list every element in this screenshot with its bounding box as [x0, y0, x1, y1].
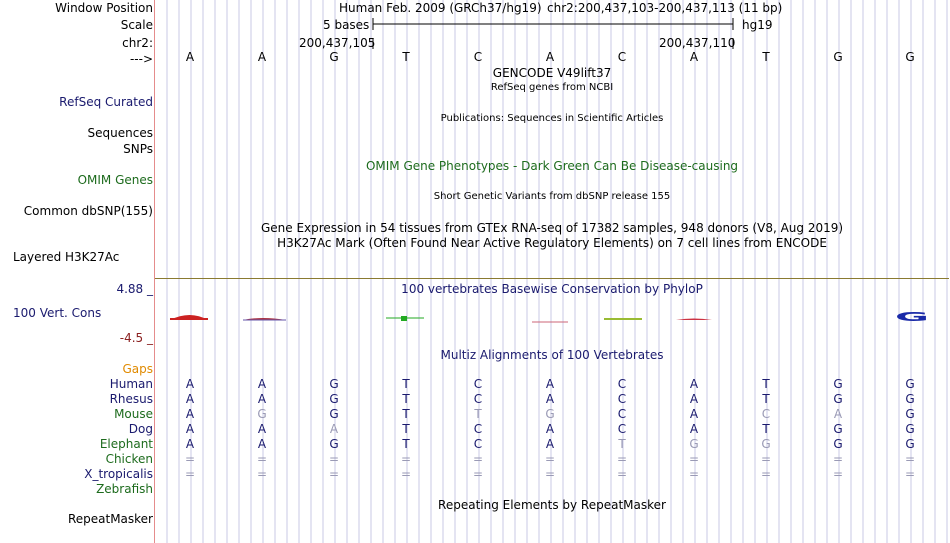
refseq-track-subtitle[interactable]: RefSeq genes from NCBI — [490, 82, 614, 93]
aligned-base: A — [329, 422, 339, 436]
aligned-base: A — [257, 377, 267, 391]
aligned-base: = — [400, 452, 412, 466]
aligned-base: A — [185, 407, 195, 421]
aligned-base: T — [402, 377, 410, 391]
aligned-base: A — [545, 437, 555, 451]
aligned-base: A — [185, 377, 195, 391]
aligned-base: = — [184, 467, 196, 481]
h3k27ac-track-title[interactable]: H3K27Ac Mark (Often Found Near Active Regulatory Elements) on 7 cell lines from ENCODE — [277, 236, 827, 250]
aligned-base: G — [329, 392, 339, 406]
aligned-base: G — [905, 392, 915, 406]
aligned-base: A — [689, 392, 699, 406]
aligned-base: = — [616, 452, 628, 466]
species-label-dog[interactable]: Dog — [128, 422, 153, 436]
omim-track-title[interactable]: OMIM Gene Phenotypes - Dark Green Can Be Disease-causing — [365, 159, 739, 173]
aligned-base: G — [905, 407, 915, 421]
aligned-base: C — [473, 377, 483, 391]
label-column-divider — [154, 0, 155, 543]
aligned-base: A — [833, 407, 843, 421]
aligned-base: = — [328, 452, 340, 466]
aligned-base: A — [257, 437, 267, 451]
gaps-label[interactable]: Gaps — [122, 362, 153, 376]
aligned-base: = — [328, 467, 340, 481]
reference-base: C — [617, 50, 627, 64]
species-label-elephant[interactable]: Elephant — [99, 437, 153, 451]
aligned-base: T — [618, 437, 626, 451]
window-position-label: Window Position — [55, 1, 153, 15]
aligned-base: G — [329, 377, 339, 391]
aligned-base: = — [256, 467, 268, 481]
aligned-base: A — [689, 407, 699, 421]
aligned-base: = — [472, 467, 484, 481]
aligned-base: A — [689, 422, 699, 436]
aligned-base: A — [545, 377, 555, 391]
reference-base: G — [833, 50, 843, 64]
reference-base: G — [905, 50, 915, 64]
aligned-base: G — [905, 437, 915, 451]
aligned-base: C — [473, 437, 483, 451]
phylop-logo-letter: G — [895, 309, 929, 325]
reference-base: T — [402, 50, 410, 64]
aligned-base: G — [833, 437, 843, 451]
aligned-base: G — [833, 422, 843, 436]
dbsnp-track-title[interactable]: Short Genetic Variants from dbSNP release 155 — [433, 191, 671, 202]
species-label-rhesus[interactable]: Rhesus — [109, 392, 153, 406]
phylop-logo-mark — [676, 319, 712, 321]
phylop-logo-mark — [170, 315, 208, 320]
aligned-base: T — [402, 407, 410, 421]
aligned-base: = — [760, 452, 772, 466]
aligned-base: T — [762, 377, 770, 391]
aligned-base: = — [472, 452, 484, 466]
reference-base: A — [689, 50, 699, 64]
reference-base: A — [545, 50, 555, 64]
aligned-base: C — [617, 377, 627, 391]
aligned-base: = — [400, 467, 412, 481]
aligned-base: G — [833, 392, 843, 406]
assembly-text: Human Feb. 2009 (GRCh37/hg19) — [339, 1, 542, 15]
common-dbsnp-label[interactable]: Common dbSNP(155) — [23, 204, 153, 218]
refseq-curated-label[interactable]: RefSeq Curated — [59, 95, 153, 109]
snps-label[interactable]: SNPs — [123, 142, 153, 156]
aligned-base: G — [545, 407, 555, 421]
h3k27ac-baseline — [155, 278, 949, 279]
aligned-base: = — [256, 452, 268, 466]
species-label-human[interactable]: Human — [109, 377, 153, 391]
aligned-base: = — [904, 467, 916, 481]
aligned-base: C — [761, 407, 771, 421]
coordinate-1: 200,437,105 — [299, 36, 376, 50]
aligned-base: G — [329, 407, 339, 421]
species-label-x_tropicalis[interactable]: X_tropicalis — [84, 467, 153, 481]
aligned-base: A — [689, 377, 699, 391]
phylop-logo-mark — [243, 318, 286, 320]
aligned-base: T — [402, 437, 410, 451]
aligned-base: C — [473, 422, 483, 436]
repeatmasker-track-title[interactable]: Repeating Elements by RepeatMasker — [438, 498, 666, 512]
aligned-base: A — [185, 422, 195, 436]
aligned-base: G — [761, 437, 771, 451]
aligned-base: A — [185, 392, 195, 406]
publications-track-title[interactable]: Publications: Sequences in Scientific Articles — [440, 113, 664, 124]
coordinate-2: 200,437,110 — [659, 36, 736, 50]
repeatmasker-label[interactable]: RepeatMasker — [67, 512, 153, 526]
reference-base: A — [185, 50, 195, 64]
aligned-base: C — [617, 407, 627, 421]
position-text: chr2:200,437,103-200,437,113 (11 bp) — [547, 1, 783, 15]
vert-cons-label[interactable]: 100 Vert. Cons — [13, 306, 102, 320]
aligned-base: = — [544, 467, 556, 481]
aligned-base: A — [545, 422, 555, 436]
species-label-chicken[interactable]: Chicken — [105, 452, 153, 466]
gencode-track-title[interactable]: GENCODE V49lift37 — [492, 66, 612, 80]
aligned-base: T — [762, 392, 770, 406]
aligned-base: G — [905, 422, 915, 436]
aligned-base: A — [545, 392, 555, 406]
multiz-track-title[interactable]: Multiz Alignments of 100 Vertebrates — [440, 348, 664, 362]
chr-label: chr2: — [122, 36, 153, 50]
aligned-base: C — [473, 392, 483, 406]
aligned-base: = — [832, 467, 844, 481]
aligned-base: = — [760, 467, 772, 481]
aligned-base: = — [688, 467, 700, 481]
phylop-logo-mark — [401, 316, 407, 321]
scale-text: 5 bases — [323, 18, 370, 32]
phylop-min-label: -4.5 _ — [119, 331, 153, 345]
aligned-base: C — [617, 392, 627, 406]
layered-h3k27ac-label[interactable]: Layered H3K27Ac — [13, 250, 120, 264]
aligned-base: = — [688, 452, 700, 466]
aligned-base: = — [184, 452, 196, 466]
gtex-track-title[interactable]: Gene Expression in 54 tissues from GTEx RNA-seq of 17382 samples, 948 donors (V8, Aug 2019) — [260, 221, 844, 235]
aligned-base: = — [616, 467, 628, 481]
aligned-base: = — [544, 452, 556, 466]
aligned-base: = — [904, 452, 916, 466]
species-label-zebrafish[interactable]: Zebrafish — [96, 482, 153, 496]
scale-label: Scale — [120, 18, 153, 32]
aligned-base: A — [257, 392, 267, 406]
strand-label[interactable]: ---> — [129, 52, 153, 66]
aligned-base: A — [257, 422, 267, 436]
aligned-base: G — [905, 377, 915, 391]
db-text: hg19 — [742, 18, 773, 32]
species-label-mouse[interactable]: Mouse — [114, 407, 153, 421]
aligned-base: T — [402, 422, 410, 436]
sequences-label[interactable]: Sequences — [87, 126, 153, 140]
reference-base: C — [473, 50, 483, 64]
aligned-base: G — [689, 437, 699, 451]
phylop-max-label: 4.88 _ — [116, 282, 153, 296]
phylop-track-title[interactable]: 100 vertebrates Basewise Conservation by PhyloP — [401, 282, 703, 296]
reference-base: G — [329, 50, 339, 64]
aligned-base: A — [185, 437, 195, 451]
aligned-base: T — [474, 407, 482, 421]
aligned-base: G — [833, 377, 843, 391]
aligned-base: = — [832, 452, 844, 466]
reference-base: T — [762, 50, 770, 64]
reference-base: A — [257, 50, 267, 64]
aligned-base: T — [762, 422, 770, 436]
aligned-base: C — [617, 422, 627, 436]
aligned-base: T — [402, 392, 410, 406]
aligned-base: G — [257, 407, 267, 421]
aligned-base: G — [329, 437, 339, 451]
omim-genes-label[interactable]: OMIM Genes — [77, 173, 153, 187]
